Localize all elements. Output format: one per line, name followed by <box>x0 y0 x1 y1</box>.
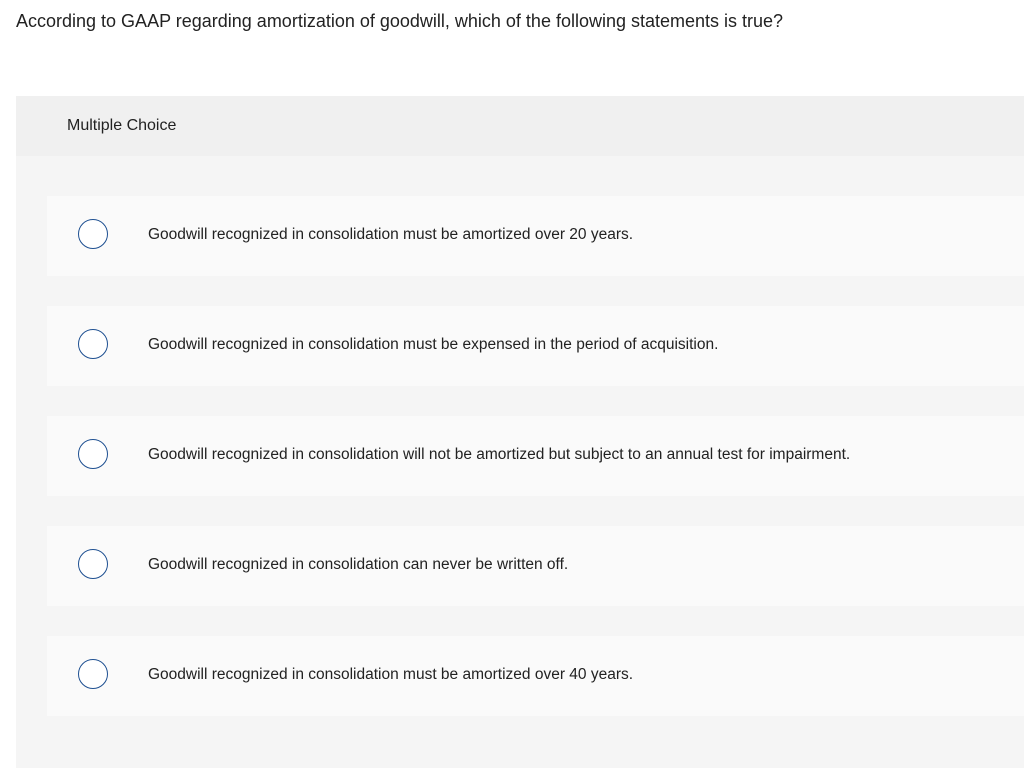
radio-button-icon[interactable] <box>78 659 108 689</box>
choice-option-5[interactable] <box>47 636 1024 716</box>
choice-option-2[interactable] <box>47 306 1024 386</box>
choice-label: Goodwill recognized in consolidation will not be amortized but subject to an annual test for impairment. <box>148 446 851 463</box>
panel-header: Multiple Choice <box>16 96 1024 156</box>
question-text: According to GAAP regarding amortization of goodwill, which of the following statements is true? <box>16 11 784 31</box>
choice-label: Goodwill recognized in consolidation can never be written off. <box>148 556 569 573</box>
choice-label: Goodwill recognized in consolidation must be expensed in the period of acquisition. <box>148 336 719 353</box>
multiple-choice-panel <box>16 96 1024 768</box>
radio-button-icon[interactable] <box>78 439 108 469</box>
choice-list <box>47 196 1024 746</box>
choice-option-1[interactable] <box>47 196 1024 276</box>
choice-option-4[interactable] <box>47 526 1024 606</box>
radio-button-icon[interactable] <box>78 329 108 359</box>
choice-option-3[interactable] <box>47 416 1024 496</box>
radio-button-icon[interactable] <box>78 549 108 579</box>
choice-label: Goodwill recognized in consolidation must be amortized over 20 years. <box>148 226 634 243</box>
radio-button-icon[interactable] <box>78 219 108 249</box>
choice-label: Goodwill recognized in consolidation must be amortized over 40 years. <box>148 666 634 683</box>
